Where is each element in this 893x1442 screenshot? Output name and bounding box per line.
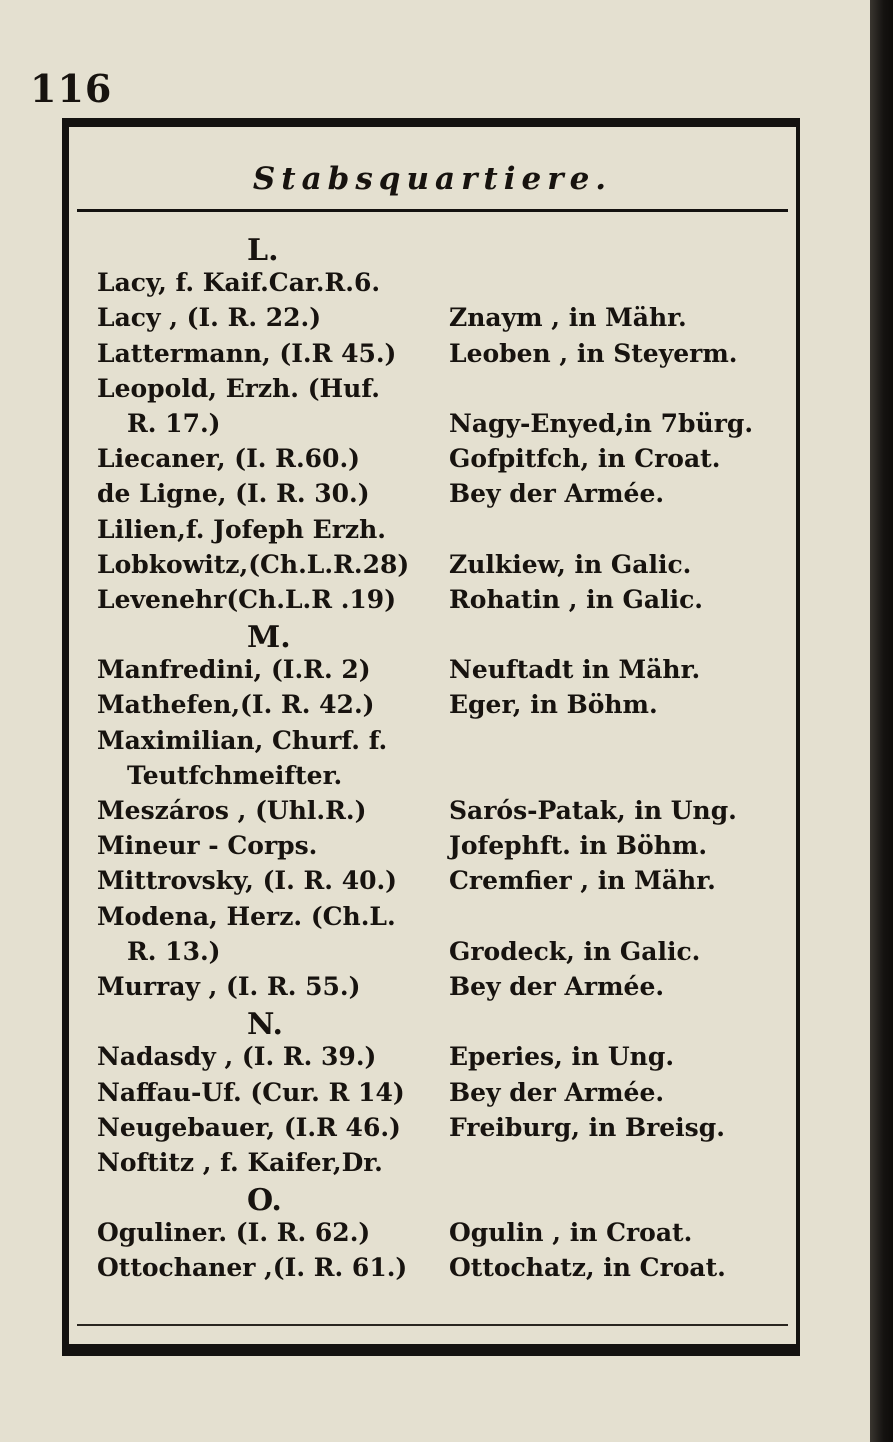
headquarters-location: Zulkiew, in Galic. — [449, 549, 692, 579]
headquarters-location: Bey der Armée. — [449, 971, 665, 1001]
book-spine-shadow — [870, 0, 893, 1442]
entry-row — [97, 935, 787, 970]
bottom-rule — [77, 1324, 788, 1326]
page-number: 116 — [30, 66, 113, 111]
regiment-name: Ottochaner ,(I. R. 61.) — [97, 1253, 408, 1283]
entry-row — [97, 900, 787, 935]
entry-row — [97, 759, 787, 794]
regiment-name: Lobkowitz,(Ch.L.R.28) — [97, 549, 410, 579]
entry-row — [97, 372, 787, 407]
regiment-name: Lilien,f. Jofeph Erzh. — [97, 514, 386, 544]
regiment-name: R. 17.) — [127, 408, 221, 438]
entry-row — [97, 337, 787, 372]
headquarters-location: Nagy-Enyed,in 7bürg. — [449, 408, 754, 438]
headquarters-location: Bey der Armée. — [449, 479, 665, 509]
regiment-name: Meszáros , (Uhl.R.) — [97, 796, 367, 825]
entry-row — [97, 794, 787, 829]
entry-row — [97, 688, 787, 723]
section-letter-row — [97, 1181, 787, 1219]
regiment-name: Lattermann, (I.R 45.) — [97, 338, 397, 368]
headquarters-location: Ogulin , in Croat. — [449, 1218, 693, 1248]
regiment-name: Noftitz , f. Kaifer,Dr. — [97, 1147, 383, 1177]
regiment-name: Lacy , (I. R. 22.) — [97, 303, 322, 333]
regiment-name: Murray , (I. R. 55.) — [97, 971, 361, 1001]
regiment-name: Modena, Herz. (Ch.L. — [97, 901, 396, 931]
entry-row — [97, 513, 787, 548]
section-letter-row — [97, 231, 787, 266]
entry-row — [97, 477, 787, 512]
section-letter-row — [97, 618, 787, 656]
entry-row — [97, 407, 787, 442]
regiment-name: Neugebauer, (I.R 46.) — [97, 1112, 401, 1142]
entry-row — [97, 1251, 787, 1286]
entry-row — [97, 653, 787, 688]
headquarters-location: Eperies, in Ung. — [449, 1042, 675, 1072]
regiment-name: Mittrovsky, (I. R. 40.) — [97, 866, 398, 896]
regiment-name: Mathefen,(I. R. 42.) — [97, 690, 375, 720]
regiment-name: Nadasdy , (I. R. 39.) — [97, 1042, 377, 1072]
entry-row — [97, 442, 787, 477]
headquarters-location: Sarós-Patak, in Ung. — [449, 796, 737, 825]
entry-row — [97, 1216, 787, 1251]
entry-row — [97, 1146, 787, 1181]
entry-row — [97, 864, 787, 899]
regiment-name: Naffau-Uf. (Cur. R 14) — [97, 1077, 405, 1107]
regiment-name: Levenehr(Ch.L.R .19) — [97, 584, 397, 614]
headquarters-location: Grodeck, in Galic. — [449, 936, 701, 966]
regiment-name: Leopold, Erzh. (Huf. — [97, 373, 380, 403]
entry-row — [97, 724, 787, 759]
regiment-name: de Ligne, (I. R. 30.) — [97, 479, 370, 509]
regiment-name: Liecaner, (I. R.60.) — [97, 444, 360, 474]
entry-row — [97, 266, 787, 301]
regiment-name: Oguliner. (I. R. 62.) — [97, 1218, 371, 1248]
headquarters-location: Bey der Armée. — [449, 1077, 665, 1107]
headquarters-location: Freiburg, in Breisg. — [449, 1112, 725, 1142]
section-letter: N. — [247, 1007, 283, 1043]
headquarters-location: Jofephft. in Böhm. — [449, 831, 708, 861]
section-letter-row — [97, 1005, 787, 1043]
entry-row — [97, 548, 787, 583]
regiment-name: Manfredini, (I.R. 2) — [97, 655, 371, 685]
regiment-name: Maximilian, Churf. f. — [97, 725, 388, 755]
headquarters-location: Rohatin , in Galic. — [449, 584, 704, 614]
entry-list — [97, 231, 787, 1287]
bordered-table-frame — [62, 118, 800, 1356]
regiment-name: Mineur - Corps. — [97, 831, 318, 861]
headquarters-location: Ottochatz, in Croat. — [449, 1253, 726, 1283]
headquarters-location: Cremfier , in Mähr. — [449, 866, 716, 896]
section-letter: M. — [247, 620, 291, 656]
entry-row — [97, 301, 787, 336]
headquarters-location: Neuftadt in Mähr. — [449, 655, 701, 685]
regiment-name: R. 13.) — [127, 936, 221, 966]
headquarters-location: Znaym , in Mähr. — [449, 303, 687, 333]
section-title: Stabsquartiere. — [252, 161, 613, 197]
entry-row — [97, 970, 787, 1005]
headquarters-location: Eger, in Böhm. — [449, 690, 658, 720]
header-rule — [77, 209, 788, 212]
entry-row — [97, 1076, 787, 1111]
regiment-name: Lacy, f. Kaif.Car.R.6. — [97, 268, 381, 298]
entry-row — [97, 583, 787, 618]
entry-row — [97, 829, 787, 864]
section-letter: L. — [247, 233, 279, 268]
headquarters-location: Gofpitfch, in Croat. — [449, 444, 721, 474]
regiment-name: Teutfchmeifter. — [127, 760, 343, 790]
entry-row — [97, 1111, 787, 1146]
entry-row — [97, 1040, 787, 1075]
headquarters-location: Leoben , in Steyerm. — [449, 338, 738, 368]
section-letter: O. — [247, 1183, 282, 1219]
